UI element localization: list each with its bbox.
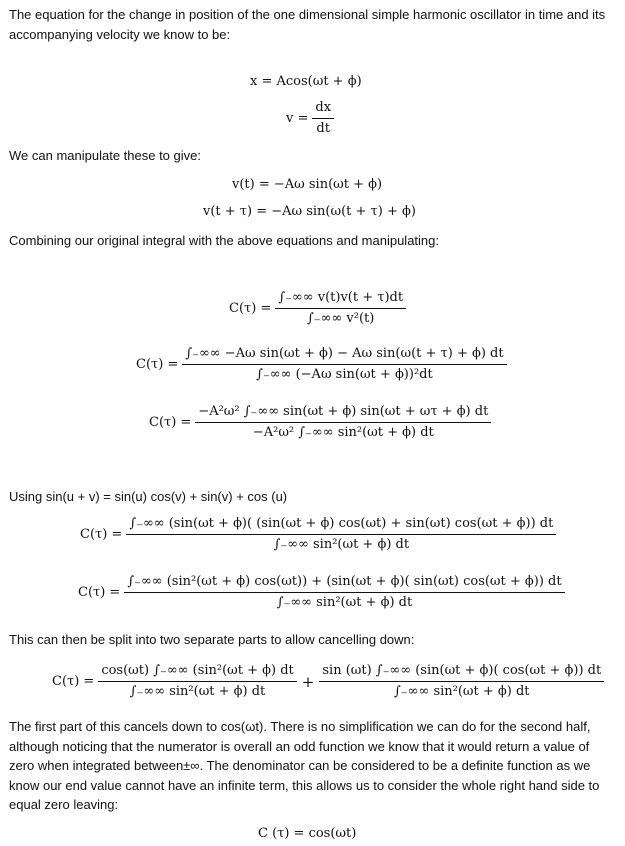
correlation-eq-3 [149,404,491,441]
split-text: This can then be split into two separate parts to allow cancelling down: [9,632,415,647]
velocity-t-tau-equation: v(t + τ) = −Aω sin(ω(t + τ) + ϕ) [203,204,416,219]
velocity-lhs: v = [286,110,309,126]
c2-numerator: ∫₋∞∞ −Aω sin(ωt + ϕ) − Aω sin(ω(t + τ) + ϕ) dt [185,346,504,361]
c4-denominator: ∫₋∞∞ sin²(ωt + ϕ) dt [126,534,556,553]
velocity-equation [286,100,334,137]
c2-lhs: C(τ) = [136,356,179,372]
c3-denominator: −A²ω² ∫₋∞∞ sin²(ωt + ϕ) dt [195,422,491,441]
correlation-eq-6 [52,663,604,700]
velocity-t-equation: v(t) = −Aω sin(ωt + ϕ) [232,177,383,192]
c2-denominator: ∫₋∞∞ (−Aω sin(ωt + ϕ))²dt [182,364,506,383]
c5-lhs: C(τ) = [78,584,121,600]
c1-denominator: ∫₋∞∞ v²(t) [275,308,406,327]
combining-text: Combining our original integral with the above equations and manipulating: [9,233,439,248]
position-equation: x = Acos(ωt + ϕ) [250,74,362,89]
c4-lhs: C(τ) = [80,526,123,542]
velocity-denominator: dt [312,118,334,137]
velocity-numerator: dx [315,100,332,115]
c6-lhs: C(τ) = [52,673,95,689]
c3-numerator: −A²ω² ∫₋∞∞ sin(ωt + ϕ) sin(ωt + ωτ + ϕ) dt [198,404,489,419]
conclusion-paragraph: The first part of this cancels down to cos(ωt). There is no simplification we can do for the second half, although noticing that the numerator is overall an odd function we know that it would return a value of zero when integrated between±∞. The denominator can be considered to be a definite function as we know our end value cannot have an infinite term, this allows us to consider the whole right hand side to equal zero leaving: [9,719,600,812]
c1-lhs: C(τ) = [229,300,272,316]
c5-numerator: ∫₋∞∞ (sin²(ωt + ϕ) cos(ωt)) + (sin(ωt + ϕ)( sin(ωt) cos(ωt + ϕ)) dt [127,574,562,589]
c3-lhs: C(τ) = [149,414,192,430]
c1-numerator: ∫₋∞∞ v(t)v(t + τ)dt [278,290,404,305]
correlation-eq-1 [229,290,406,327]
c6-denominator-1: ∫₋∞∞ sin²(ωt + ϕ) dt [98,681,296,700]
manipulate-text: We can manipulate these to give: [9,148,201,163]
c6-numerator-1: cos(ωt) ∫₋∞∞ (sin²(ωt + ϕ) dt [101,663,294,678]
plus-sign: + [301,672,315,691]
c6-denominator-2: ∫₋∞∞ sin²(ωt + ϕ) dt [319,681,604,700]
c6-numerator-2: sin (ωt) ∫₋∞∞ (sin(ωt + ϕ)( cos(ωt + ϕ)) dt [322,663,602,678]
correlation-eq-5 [78,574,565,611]
intro-paragraph: The equation for the change in position of the one dimensional simple harmonic oscillator in time and its accompanying velocity we know to be: [9,7,606,42]
correlation-eq-4 [80,516,556,553]
final-equation: C (τ) = cos(ωt) [258,826,357,841]
c5-denominator: ∫₋∞∞ sin²(ωt + ϕ) dt [124,592,564,611]
c4-numerator: ∫₋∞∞ (sin(ωt + ϕ)( (sin(ωt + ϕ) cos(ωt) + sin(ωt) cos(ωt + ϕ)) dt [129,516,554,531]
identity-text: Using sin(u + v) = sin(u) cos(v) + sin(v) + cos (u) [9,489,288,504]
correlation-eq-2 [136,346,507,383]
